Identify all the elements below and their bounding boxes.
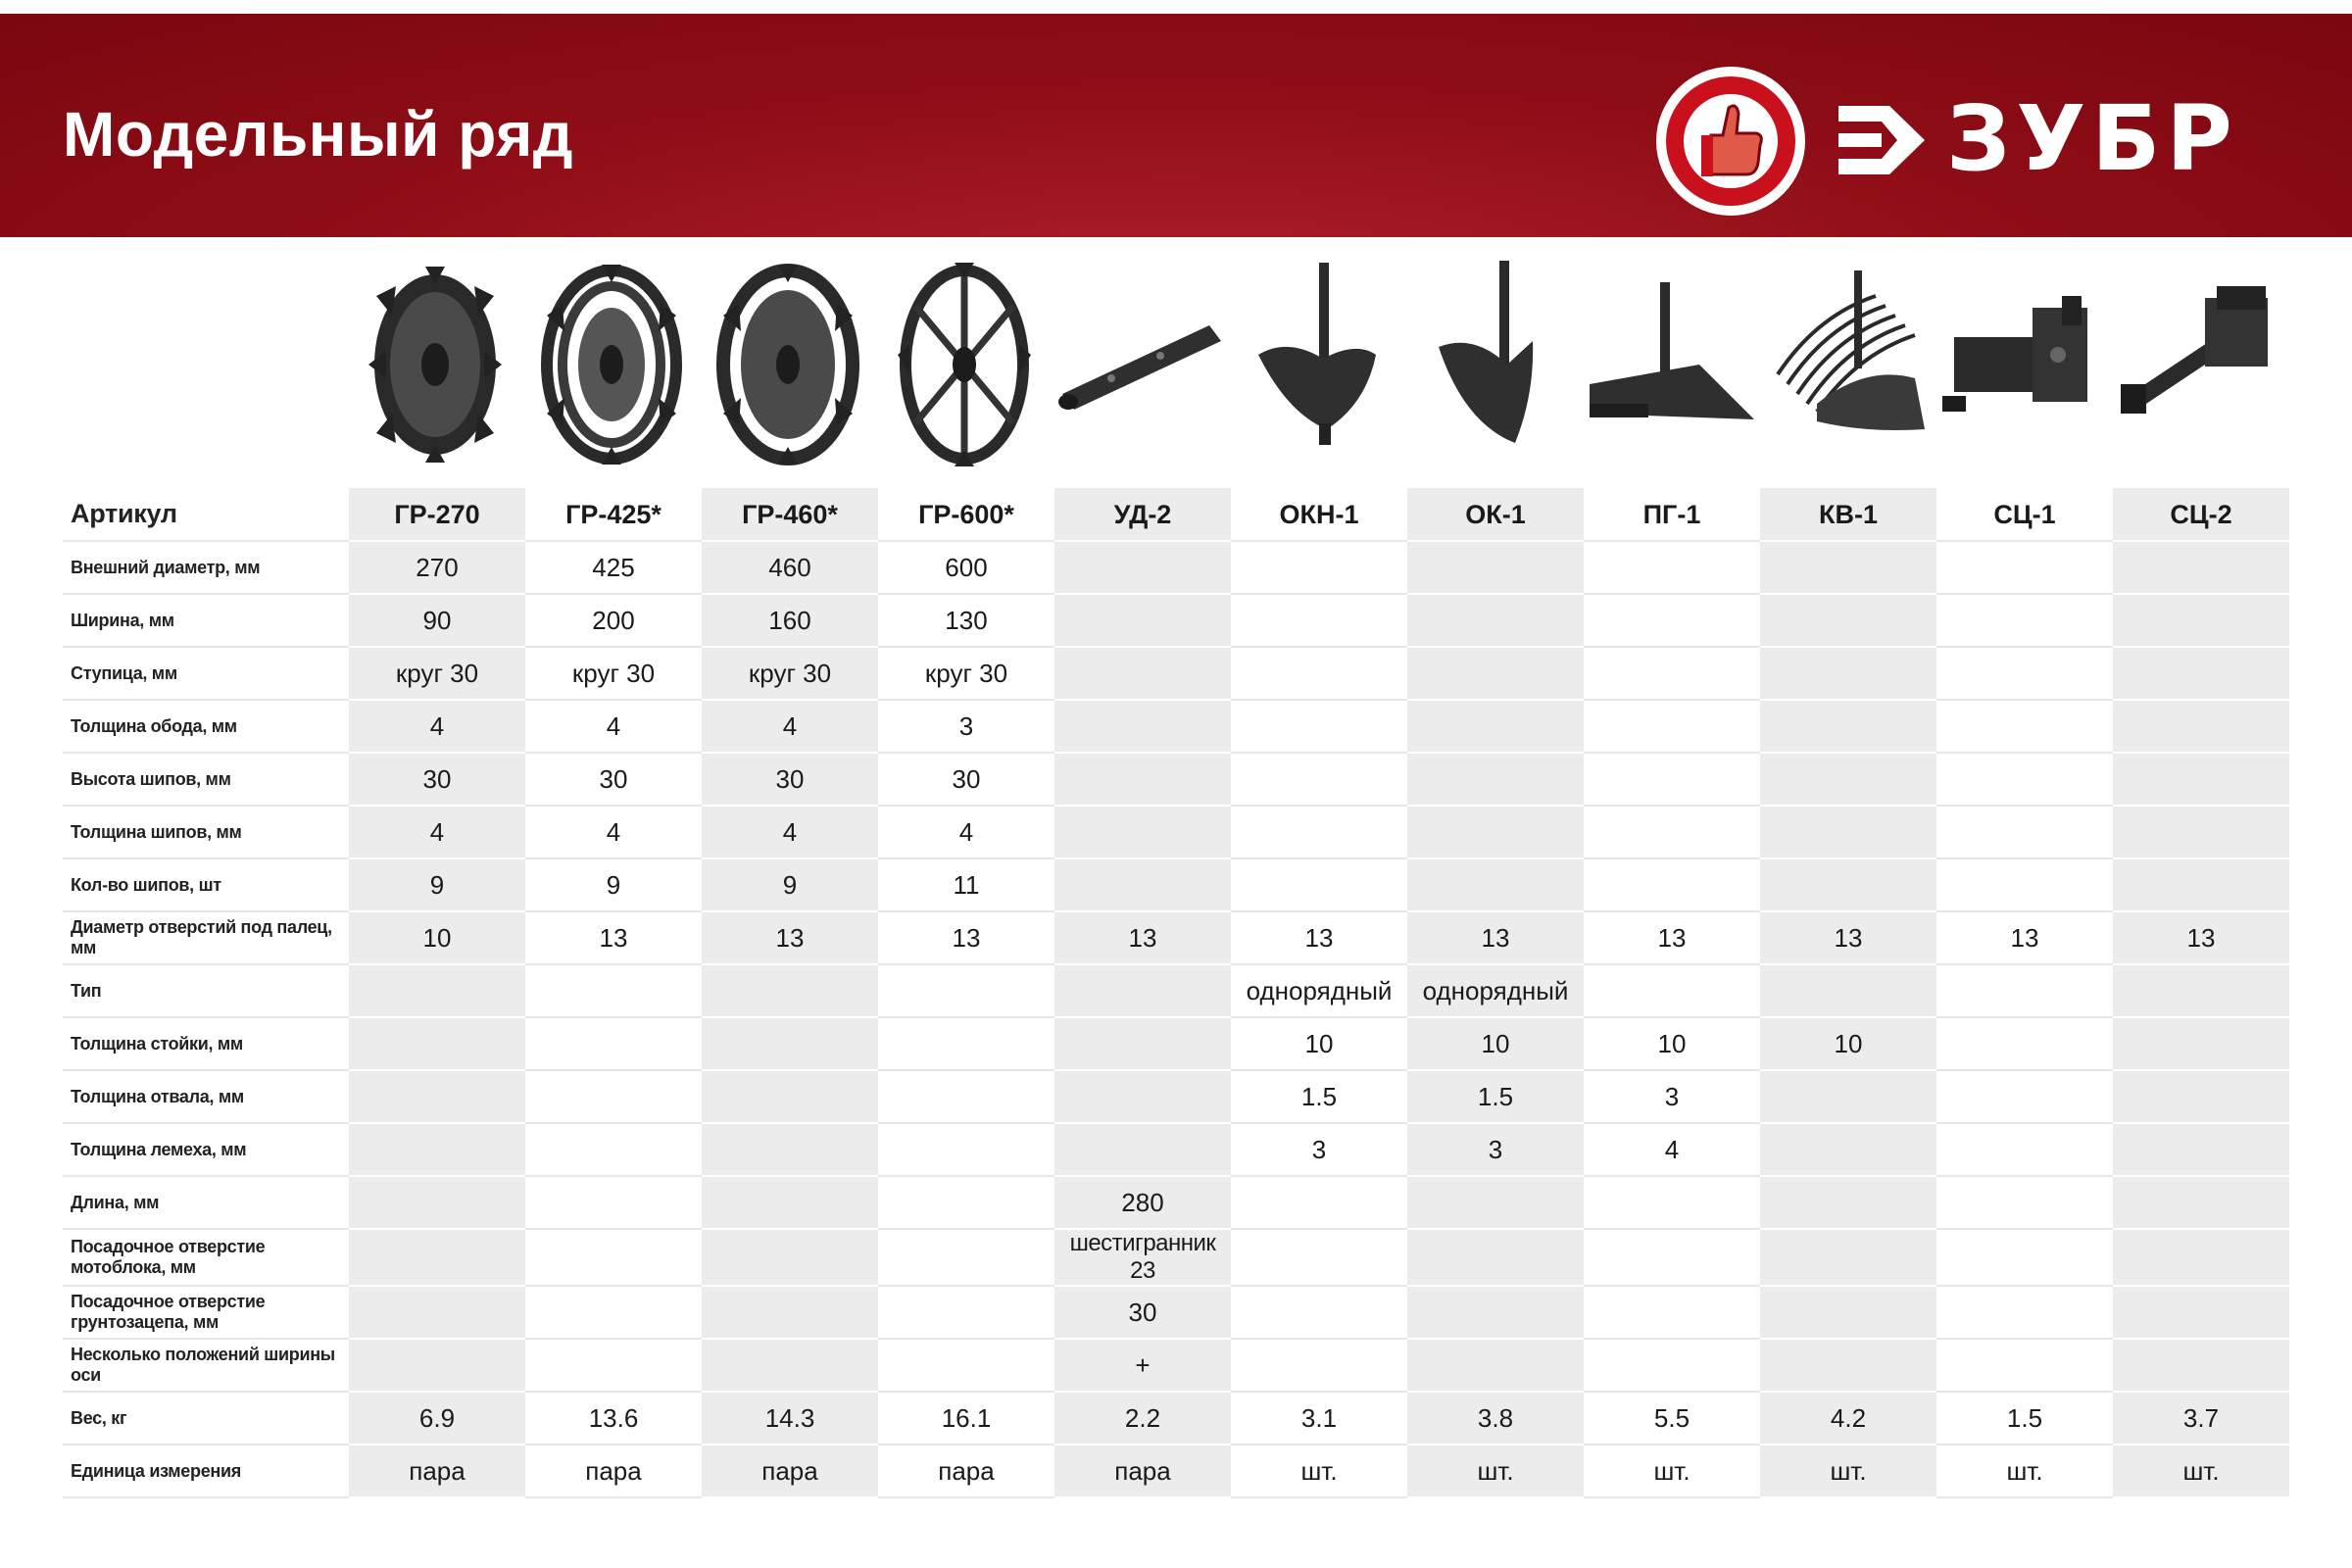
table-cell — [1584, 858, 1760, 911]
table-header-row — [63, 488, 2289, 541]
table-cell — [1936, 1070, 2113, 1123]
table-cell: 3 — [1407, 1123, 1584, 1176]
table-row — [63, 1445, 2289, 1497]
table-cell — [1407, 647, 1584, 700]
table-row — [63, 964, 2289, 1017]
table-cell — [349, 964, 525, 1017]
table-row — [63, 1229, 2289, 1286]
table-cell — [1936, 541, 2113, 594]
table-cell: 13 — [1584, 911, 1760, 964]
table-cell — [1054, 594, 1231, 647]
row-label: Высота шипов, мм — [63, 753, 349, 806]
table-cell — [702, 964, 878, 1017]
table-cell — [525, 1017, 702, 1070]
table-cell — [1231, 858, 1407, 911]
products-row — [0, 257, 2352, 472]
table-cell — [1584, 964, 1760, 1017]
table-cell: 1.5 — [1936, 1392, 2113, 1445]
top-strip — [0, 0, 2352, 14]
table-cell — [878, 1339, 1054, 1392]
table-cell: шестигранник 23 — [1054, 1229, 1231, 1286]
row-label: Длина, мм — [63, 1176, 349, 1229]
table-cell: 10 — [1760, 1017, 1936, 1070]
table-cell — [702, 1123, 878, 1176]
table-cell: 13 — [878, 911, 1054, 964]
table-row — [63, 1017, 2289, 1070]
table-cell — [1054, 806, 1231, 858]
table-cell — [2113, 1339, 2289, 1392]
table-cell — [1231, 1229, 1407, 1286]
table-cell: 3.7 — [2113, 1392, 2289, 1445]
hitch-icon — [1935, 257, 2111, 472]
table-cell: 4 — [525, 700, 702, 753]
row-label: Посадочное отверстие мотоблока, мм — [63, 1229, 349, 1286]
table-cell — [1936, 753, 2113, 806]
table-cell: 9 — [525, 858, 702, 911]
steel-wheel-icon — [347, 257, 523, 472]
table-row — [63, 858, 2289, 911]
table-cell — [702, 1176, 878, 1229]
row-label: Тип — [63, 964, 349, 1017]
table-cell — [1407, 806, 1584, 858]
table-cell: шт. — [1231, 1445, 1407, 1497]
table-cell — [1231, 753, 1407, 806]
article-cell: ГР-460* — [702, 488, 878, 541]
table-cell — [1760, 858, 1936, 911]
table-cell — [349, 1286, 525, 1339]
table-cell: 600 — [878, 541, 1054, 594]
article-cell: КВ-1 — [1760, 488, 1936, 541]
table-row — [63, 647, 2289, 700]
table-cell — [525, 1070, 702, 1123]
article-cell: СЦ-2 — [2113, 488, 2289, 541]
article-cell: СЦ-1 — [1936, 488, 2113, 541]
table-cell — [2113, 858, 2289, 911]
table-cell: 4 — [525, 806, 702, 858]
row-label: Ступица, мм — [63, 647, 349, 700]
table-cell — [702, 1286, 878, 1339]
table-cell: 13 — [2113, 911, 2289, 964]
table-cell — [525, 1339, 702, 1392]
table-cell — [1584, 541, 1760, 594]
table-cell — [1231, 541, 1407, 594]
row-label: Единица измерения — [63, 1445, 349, 1497]
table-cell — [349, 1123, 525, 1176]
steel-wheel-wide-icon — [523, 257, 700, 472]
table-cell — [1231, 1176, 1407, 1229]
table-cell — [702, 1339, 878, 1392]
table-cell: 4 — [349, 700, 525, 753]
table-cell — [1054, 1070, 1231, 1123]
table-cell — [2113, 1123, 2289, 1176]
table-cell — [1584, 753, 1760, 806]
table-cell — [1760, 1123, 1936, 1176]
table-cell: 130 — [878, 594, 1054, 647]
table-cell: 3 — [878, 700, 1054, 753]
row-label: Толщина отвала, мм — [63, 1070, 349, 1123]
table-cell — [1760, 1229, 1936, 1286]
table-cell — [1584, 1229, 1760, 1286]
table-cell: пара — [349, 1445, 525, 1497]
table-cell: 4 — [702, 700, 878, 753]
table-cell — [1936, 964, 2113, 1017]
table-cell — [525, 1176, 702, 1229]
table-cell: пара — [525, 1445, 702, 1497]
table-cell — [525, 1286, 702, 1339]
table-row — [63, 1070, 2289, 1123]
table-cell: 6.9 — [349, 1392, 525, 1445]
table-cell — [1584, 1286, 1760, 1339]
table-cell — [1584, 647, 1760, 700]
table-cell: 4 — [878, 806, 1054, 858]
row-label: Ширина, мм — [63, 594, 349, 647]
table-cell: пара — [702, 1445, 878, 1497]
table-cell: 13 — [1760, 911, 1936, 964]
table-cell — [1054, 753, 1231, 806]
brand-seal-icon — [1654, 65, 1807, 218]
table-cell: + — [1054, 1339, 1231, 1392]
row-label: Посадочное отверстие грунтозацепа, мм — [63, 1286, 349, 1339]
table-cell — [349, 1070, 525, 1123]
table-cell — [1760, 1070, 1936, 1123]
table-cell — [2113, 1070, 2289, 1123]
table-cell — [1760, 806, 1936, 858]
table-cell — [1760, 647, 1936, 700]
table-cell — [2113, 594, 2289, 647]
table-cell — [2113, 541, 2289, 594]
row-label: Внешний диаметр, мм — [63, 541, 349, 594]
table-row — [63, 700, 2289, 753]
row-label: Вес, кг — [63, 1392, 349, 1445]
table-cell — [878, 1070, 1054, 1123]
table-cell: 160 — [702, 594, 878, 647]
axle-extension-icon — [1053, 257, 1229, 472]
table-cell — [1936, 1123, 2113, 1176]
brand-wordmark: ЗУБР — [1946, 86, 2238, 191]
table-cell — [349, 1229, 525, 1286]
hiller-plow-icon — [1405, 257, 1582, 472]
row-label: Толщина обода, мм — [63, 700, 349, 753]
table-cell: 13 — [525, 911, 702, 964]
table-cell: 4.2 — [1760, 1392, 1936, 1445]
table-cell: однорядный — [1231, 964, 1407, 1017]
table-cell: пара — [878, 1445, 1054, 1497]
table-cell — [702, 1017, 878, 1070]
table-cell — [702, 1070, 878, 1123]
table-cell: круг 30 — [525, 647, 702, 700]
row-label: Толщина лемеха, мм — [63, 1123, 349, 1176]
table-cell: 10 — [1407, 1017, 1584, 1070]
table-cell — [878, 1286, 1054, 1339]
table-cell: круг 30 — [878, 647, 1054, 700]
table-cell: 5.5 — [1584, 1392, 1760, 1445]
table-cell — [1936, 858, 2113, 911]
table-cell: 3.8 — [1407, 1392, 1584, 1445]
table-cell: 13 — [1054, 911, 1231, 964]
table-cell — [1231, 806, 1407, 858]
table-cell: 13 — [1231, 911, 1407, 964]
table-cell: 3 — [1584, 1070, 1760, 1123]
table-cell — [1407, 1229, 1584, 1286]
table-cell — [1760, 594, 1936, 647]
table-cell — [1054, 700, 1231, 753]
table-cell: 16.1 — [878, 1392, 1054, 1445]
table-cell: шт. — [1407, 1445, 1584, 1497]
table-cell: 270 — [349, 541, 525, 594]
header-banner — [0, 14, 2352, 237]
table-cell — [2113, 1176, 2289, 1229]
table-cell: 425 — [525, 541, 702, 594]
table-cell: шт. — [2113, 1445, 2289, 1497]
table-row — [63, 806, 2289, 858]
spec-table-body — [63, 488, 2289, 1497]
table-cell: шт. — [1936, 1445, 2113, 1497]
table-cell — [1936, 1286, 2113, 1339]
table-cell: шт. — [1760, 1445, 1936, 1497]
table-cell: 30 — [1054, 1286, 1231, 1339]
article-cell: ОК-1 — [1407, 488, 1584, 541]
table-cell — [1584, 594, 1760, 647]
potato-digger-icon — [1758, 257, 1935, 472]
article-cell: УД-2 — [1054, 488, 1231, 541]
table-cell: круг 30 — [349, 647, 525, 700]
table-row — [63, 911, 2289, 964]
table-cell — [1760, 753, 1936, 806]
table-cell — [878, 1017, 1054, 1070]
article-cell: ПГ-1 — [1584, 488, 1760, 541]
table-cell — [1936, 1017, 2113, 1070]
table-cell — [349, 1339, 525, 1392]
row-label: Толщина стойки, мм — [63, 1017, 349, 1070]
hiller-plow-icon — [1229, 257, 1405, 472]
table-cell — [1054, 647, 1231, 700]
header-label: Артикул — [63, 488, 349, 541]
table-cell — [2113, 964, 2289, 1017]
table-cell: 14.3 — [702, 1392, 878, 1445]
table-cell — [1936, 806, 2113, 858]
table-cell: однорядный — [1407, 964, 1584, 1017]
article-cell: ГР-600* — [878, 488, 1054, 541]
table-cell: 1.5 — [1407, 1070, 1584, 1123]
table-cell — [1407, 1339, 1584, 1392]
table-cell — [1936, 1229, 2113, 1286]
table-cell — [525, 964, 702, 1017]
row-label: Несколько положений ширины оси — [63, 1339, 349, 1392]
table-cell — [1760, 1286, 1936, 1339]
table-cell — [1231, 1286, 1407, 1339]
table-cell: 13 — [702, 911, 878, 964]
table-cell — [1054, 541, 1231, 594]
table-cell — [2113, 700, 2289, 753]
table-cell — [1936, 594, 2113, 647]
article-cell: ОКН-1 — [1231, 488, 1407, 541]
table-cell: 3.1 — [1231, 1392, 1407, 1445]
table-cell — [1760, 541, 1936, 594]
table-cell — [1584, 1176, 1760, 1229]
table-cell — [1231, 594, 1407, 647]
table-cell — [349, 1176, 525, 1229]
table-cell — [1407, 753, 1584, 806]
table-cell — [878, 1176, 1054, 1229]
table-cell: 10 — [1231, 1017, 1407, 1070]
table-row — [63, 1286, 2289, 1339]
table-cell — [1936, 647, 2113, 700]
table-cell: пара — [1054, 1445, 1231, 1497]
table-row — [63, 1392, 2289, 1445]
table-cell — [1231, 647, 1407, 700]
table-cell — [2113, 1229, 2289, 1286]
table-cell — [1407, 1286, 1584, 1339]
table-cell — [1054, 1017, 1231, 1070]
article-cell: ГР-270 — [349, 488, 525, 541]
table-cell — [1936, 1176, 2113, 1229]
spec-table — [63, 488, 2289, 1498]
table-cell — [1231, 700, 1407, 753]
table-cell — [1054, 858, 1231, 911]
table-cell — [1760, 1176, 1936, 1229]
table-cell — [1584, 806, 1760, 858]
table-cell: 4 — [1584, 1123, 1760, 1176]
table-cell: 13.6 — [525, 1392, 702, 1445]
table-cell: 30 — [525, 753, 702, 806]
table-row — [63, 1123, 2289, 1176]
table-cell: 280 — [1054, 1176, 1231, 1229]
table-cell — [525, 1123, 702, 1176]
table-cell — [1407, 594, 1584, 647]
table-cell: 200 — [525, 594, 702, 647]
table-cell — [1936, 700, 2113, 753]
table-row — [63, 1339, 2289, 1392]
table-cell: круг 30 — [702, 647, 878, 700]
table-cell: 30 — [702, 753, 878, 806]
table-cell — [878, 1229, 1054, 1286]
table-cell: 10 — [1584, 1017, 1760, 1070]
table-cell — [1760, 964, 1936, 1017]
table-cell — [1936, 1339, 2113, 1392]
table-cell — [2113, 1017, 2289, 1070]
steel-wheel-wide-icon — [700, 257, 876, 472]
table-cell — [525, 1229, 702, 1286]
table-cell: 3 — [1231, 1123, 1407, 1176]
table-cell: 460 — [702, 541, 878, 594]
hitch-adjustable-icon — [2111, 257, 2287, 472]
table-cell — [2113, 647, 2289, 700]
table-cell: 30 — [878, 753, 1054, 806]
plow-icon — [1582, 257, 1758, 472]
table-cell — [702, 1229, 878, 1286]
table-cell: шт. — [1584, 1445, 1760, 1497]
table-cell — [1760, 1339, 1936, 1392]
table-cell — [1584, 1339, 1760, 1392]
table-cell: 10 — [349, 911, 525, 964]
table-cell: 30 — [349, 753, 525, 806]
table-row — [63, 594, 2289, 647]
table-cell — [1407, 541, 1584, 594]
table-row — [63, 541, 2289, 594]
table-cell: 2.2 — [1054, 1392, 1231, 1445]
table-cell — [878, 964, 1054, 1017]
table-cell — [1054, 964, 1231, 1017]
table-cell — [2113, 753, 2289, 806]
table-cell — [1407, 1176, 1584, 1229]
table-cell — [1584, 700, 1760, 753]
table-cell: 9 — [349, 858, 525, 911]
table-cell: 4 — [702, 806, 878, 858]
table-cell: 90 — [349, 594, 525, 647]
table-cell — [878, 1123, 1054, 1176]
table-cell — [349, 1017, 525, 1070]
table-cell — [1760, 700, 1936, 753]
table-cell — [2113, 1286, 2289, 1339]
table-cell: 9 — [702, 858, 878, 911]
table-cell: 4 — [349, 806, 525, 858]
table-cell — [1407, 700, 1584, 753]
table-cell — [1231, 1339, 1407, 1392]
table-cell — [1407, 858, 1584, 911]
table-row — [63, 1176, 2289, 1229]
table-cell — [1054, 1123, 1231, 1176]
row-label: Толщина шипов, мм — [63, 806, 349, 858]
table-cell: 11 — [878, 858, 1054, 911]
table-cell: 1.5 — [1231, 1070, 1407, 1123]
steel-wheel-large-icon — [876, 257, 1053, 472]
table-cell: 13 — [1936, 911, 2113, 964]
article-cell: ГР-425* — [525, 488, 702, 541]
table-cell: 13 — [1407, 911, 1584, 964]
row-label: Диаметр отверстий под палец, мм — [63, 911, 349, 964]
row-label: Кол-во шипов, шт — [63, 858, 349, 911]
brand-arrow-icon — [1833, 96, 1931, 184]
page-title: Модельный ряд — [63, 99, 573, 170]
table-row — [63, 753, 2289, 806]
table-cell — [2113, 806, 2289, 858]
